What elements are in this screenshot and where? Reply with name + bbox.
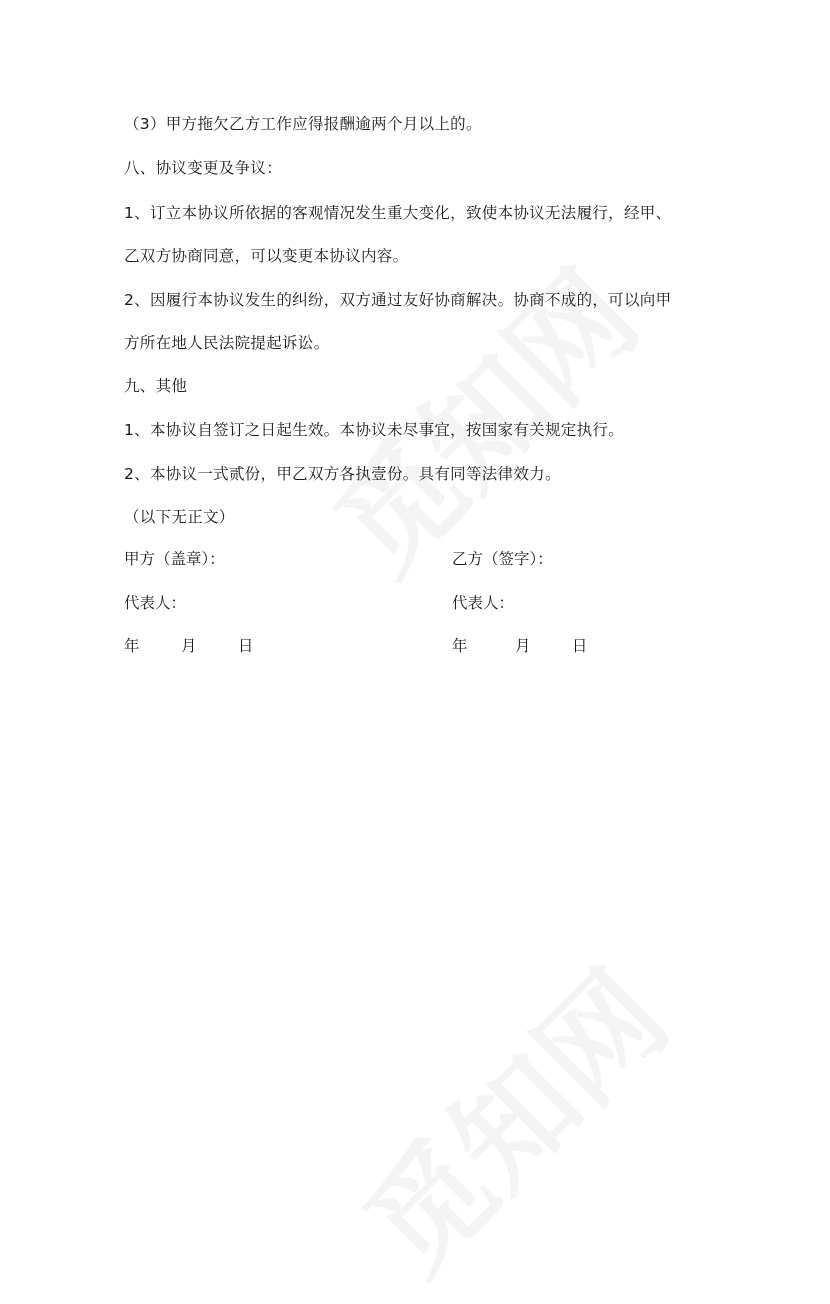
party-b-representative: 代表人： [452, 594, 515, 612]
party-a-label: 甲方（盖章）： [124, 550, 225, 568]
section-9-heading: 九、其他 [124, 377, 188, 395]
watermark-bottom [322, 928, 698, 1304]
party-b-year: 年 [452, 637, 468, 655]
party-b-label: 乙方（签字）： [452, 550, 553, 568]
party-a-date [124, 635, 253, 657]
party-a-year: 年 [124, 637, 140, 655]
party-a-representative: 代表人： [124, 594, 187, 612]
section-9-item-2: 2、本协议一式贰份，甲乙双方各执壹份。具有同等法律效力。 [124, 465, 561, 483]
party-b-month: 月 [514, 637, 531, 655]
section-8-heading: 八、协议变更及争议： [124, 159, 283, 177]
section-8-item-2-line-1: 2、因履行本协议发生的纠纷，双方通过友好协商解决。协商不成的，可以向甲 [124, 291, 672, 309]
end-note: （以下无正文） [124, 508, 235, 526]
clause-3-text: （3）甲方拖欠乙方工作应得报酬逾两个月以上的。 [124, 115, 482, 133]
party-a-month: 月 [180, 637, 197, 655]
section-8-item-2-line-2: 方所在地人民法院提起诉讼。 [124, 334, 330, 352]
party-b-date [452, 635, 587, 657]
section-8-item-1-line-1: 1、订立本协议所依据的客观情况发生重大变化，致使本协议无法履行，经甲、 [124, 204, 672, 222]
section-8-item-1-line-2: 乙双方协商同意，可以变更本协议内容。 [124, 247, 409, 265]
party-a-day: 日 [237, 637, 254, 655]
party-b-day: 日 [571, 637, 588, 655]
section-9-item-1: 1、本协议自签订之日起生效。本协议未尽事宜，按国家有关规定执行。 [124, 421, 624, 439]
